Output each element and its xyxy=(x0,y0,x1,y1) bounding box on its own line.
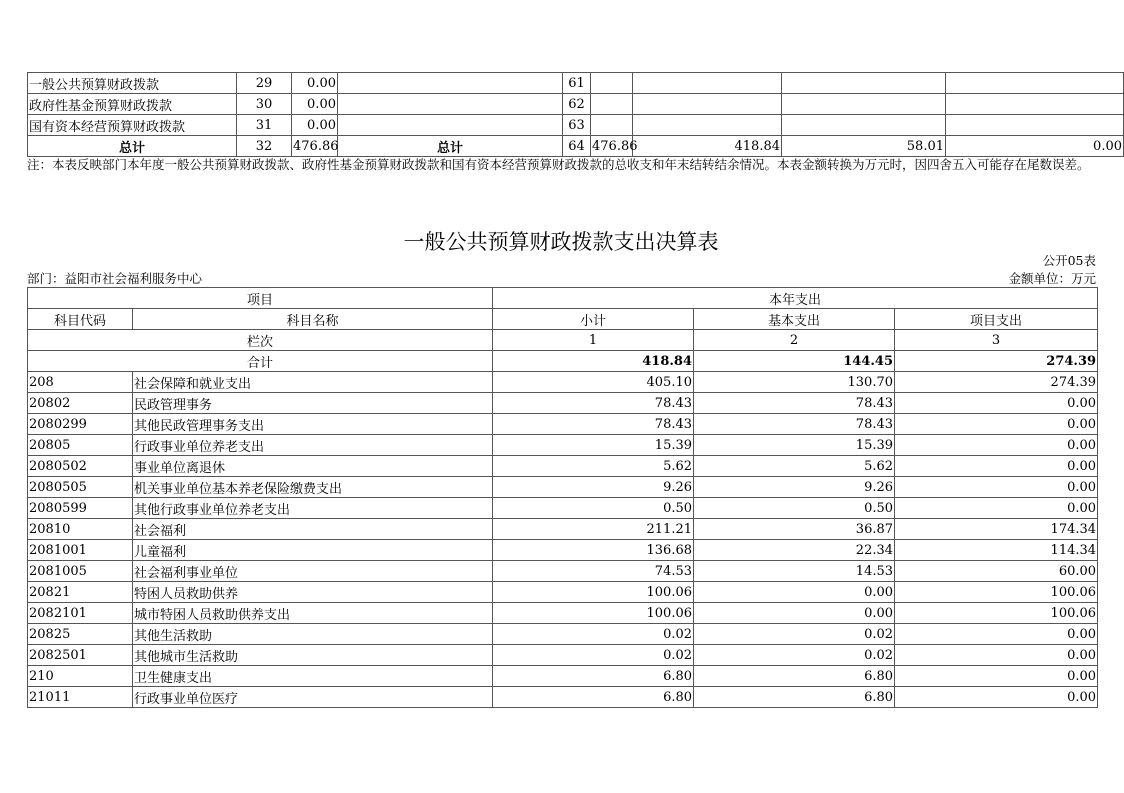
expense-line-no: 61 xyxy=(563,73,591,94)
income-line-no: 29 xyxy=(237,73,292,94)
basic-value: 78.43 xyxy=(694,414,895,435)
subtotal-value: 0.50 xyxy=(493,498,694,519)
subject-name: 行政事业单位医疗 xyxy=(133,687,493,708)
expenditure-table-body xyxy=(28,372,1098,708)
subject-name: 行政事业单位养老支出 xyxy=(133,435,493,456)
summary-total-col1: 418.84 xyxy=(633,136,782,157)
amount-unit-label: 金额单位：万元 xyxy=(1008,271,1096,286)
subject-code: 20825 xyxy=(28,624,133,645)
subject-name: 儿童福利 xyxy=(133,540,493,561)
subject-code: 20805 xyxy=(28,435,133,456)
subtotal-value: 6.80 xyxy=(493,687,694,708)
subject-code: 210 xyxy=(28,666,133,687)
page-title: 一般公共预算财政拨款支出决算表 xyxy=(403,230,719,254)
subtotal-value: 100.06 xyxy=(493,603,694,624)
header-row-1 xyxy=(28,288,1098,309)
header-col2: 2 xyxy=(694,330,895,351)
expense-col3 xyxy=(946,115,1124,136)
subtotal-value: 100.06 xyxy=(493,582,694,603)
income-item-name: 国有资本经营预算财政拨款 xyxy=(28,115,237,136)
table-row xyxy=(28,582,1098,603)
expense-line-no: 63 xyxy=(563,115,591,136)
header-row-3 xyxy=(28,330,1098,351)
table-row xyxy=(28,645,1098,666)
expense-amount xyxy=(591,94,633,115)
summary-total-row xyxy=(28,136,1124,157)
table-row xyxy=(28,540,1098,561)
project-value: 0.00 xyxy=(895,414,1098,435)
total-basic: 144.45 xyxy=(694,351,895,372)
basic-value: 0.02 xyxy=(694,624,895,645)
subtotal-value: 136.68 xyxy=(493,540,694,561)
summary-total-amount: 476.86 xyxy=(292,136,338,157)
basic-value: 5.62 xyxy=(694,456,895,477)
form-code: 公开05表 xyxy=(1042,253,1096,268)
expense-col1 xyxy=(633,94,782,115)
basic-value: 0.00 xyxy=(694,603,895,624)
project-value: 0.00 xyxy=(895,687,1098,708)
table-row xyxy=(28,603,1098,624)
expense-col3 xyxy=(946,94,1124,115)
project-value: 0.00 xyxy=(895,624,1098,645)
subject-name: 社会保障和就业支出 xyxy=(133,372,493,393)
project-value: 0.00 xyxy=(895,435,1098,456)
expenditure-table xyxy=(27,287,1098,708)
income-item-name: 一般公共预算财政拨款 xyxy=(28,73,237,94)
header-column-no: 栏次 xyxy=(28,330,493,351)
subject-code: 2082501 xyxy=(28,645,133,666)
expense-col2 xyxy=(782,115,946,136)
subject-name: 社会福利事业单位 xyxy=(133,561,493,582)
expense-item-name xyxy=(338,115,563,136)
subject-name: 社会福利 xyxy=(133,519,493,540)
table-row xyxy=(28,498,1098,519)
subtotal-value: 0.02 xyxy=(493,624,694,645)
subject-name: 机关事业单位基本养老保险缴费支出 xyxy=(133,477,493,498)
income-item-name: 政府性基金预算财政拨款 xyxy=(28,94,237,115)
basic-value: 78.43 xyxy=(694,393,895,414)
expense-amount xyxy=(591,73,633,94)
expense-amount xyxy=(591,115,633,136)
table-row xyxy=(28,687,1098,708)
summary-row xyxy=(28,94,1124,115)
project-value: 114.34 xyxy=(895,540,1098,561)
income-amount: 0.00 xyxy=(292,115,338,136)
basic-value: 130.70 xyxy=(694,372,895,393)
table-row xyxy=(28,414,1098,435)
table-note: 注：本表反映部门本年度一般公共预算财政拨款、政府性基金预算财政拨款和国有资本经营预算财政拨款的总收支和年末结转结余情况。本表金额转换为万元时，因四舍五入可能存在尾数误差。 xyxy=(27,157,1090,172)
summary-total-line: 32 xyxy=(237,136,292,157)
total-row xyxy=(28,351,1098,372)
expense-col1 xyxy=(633,115,782,136)
subject-code: 20802 xyxy=(28,393,133,414)
subtotal-value: 0.02 xyxy=(493,645,694,666)
header-col1: 1 xyxy=(493,330,694,351)
table-row xyxy=(28,393,1098,414)
summary-total-col3: 0.00 xyxy=(946,136,1124,157)
project-value: 0.00 xyxy=(895,645,1098,666)
subtotal-value: 9.26 xyxy=(493,477,694,498)
subtotal-value: 211.21 xyxy=(493,519,694,540)
summary-total-label: 总计 xyxy=(28,136,237,157)
header-code: 科目代码 xyxy=(28,309,133,330)
basic-value: 6.80 xyxy=(694,666,895,687)
table-row xyxy=(28,561,1098,582)
table-row xyxy=(28,456,1098,477)
header-col3: 3 xyxy=(895,330,1098,351)
subject-code: 2081001 xyxy=(28,540,133,561)
header-subtotal: 小计 xyxy=(493,309,694,330)
subtotal-value: 5.62 xyxy=(493,456,694,477)
project-value: 0.00 xyxy=(895,477,1098,498)
project-value: 174.34 xyxy=(895,519,1098,540)
subject-name: 特困人员救助供养 xyxy=(133,582,493,603)
subject-name: 其他行政事业单位养老支出 xyxy=(133,498,493,519)
subject-code: 2080502 xyxy=(28,456,133,477)
header-project-exp: 项目支出 xyxy=(895,309,1098,330)
project-value: 0.00 xyxy=(895,666,1098,687)
income-amount: 0.00 xyxy=(292,73,338,94)
subject-code: 2080599 xyxy=(28,498,133,519)
total-project: 274.39 xyxy=(895,351,1098,372)
subject-name: 民政管理事务 xyxy=(133,393,493,414)
table-row xyxy=(28,372,1098,393)
project-value: 0.00 xyxy=(895,393,1098,414)
expense-col1 xyxy=(633,73,782,94)
table-row xyxy=(28,519,1098,540)
project-value: 0.00 xyxy=(895,456,1098,477)
expense-line-no: 62 xyxy=(563,94,591,115)
subject-code: 2080505 xyxy=(28,477,133,498)
header-name: 科目名称 xyxy=(133,309,493,330)
project-value: 100.06 xyxy=(895,582,1098,603)
header-basic: 基本支出 xyxy=(694,309,895,330)
income-expense-summary-table xyxy=(27,72,1124,157)
subject-code: 2080299 xyxy=(28,414,133,435)
subtotal-value: 74.53 xyxy=(493,561,694,582)
table-row xyxy=(28,624,1098,645)
subject-code: 208 xyxy=(28,372,133,393)
table-row xyxy=(28,666,1098,687)
basic-value: 9.26 xyxy=(694,477,895,498)
subtotal-value: 15.39 xyxy=(493,435,694,456)
subtotal-value: 405.10 xyxy=(493,372,694,393)
subject-name: 其他城市生活救助 xyxy=(133,645,493,666)
subject-name: 其他生活救助 xyxy=(133,624,493,645)
total-label: 合计 xyxy=(28,351,493,372)
summary-row xyxy=(28,115,1124,136)
income-amount: 0.00 xyxy=(292,94,338,115)
project-value: 0.00 xyxy=(895,498,1098,519)
project-value: 274.39 xyxy=(895,372,1098,393)
summary-row xyxy=(28,73,1124,94)
expense-col2 xyxy=(782,73,946,94)
basic-value: 22.34 xyxy=(694,540,895,561)
subtotal-value: 78.43 xyxy=(493,414,694,435)
summary-total-right-amount: 476.86 xyxy=(591,136,633,157)
subject-code: 21011 xyxy=(28,687,133,708)
subject-name: 卫生健康支出 xyxy=(133,666,493,687)
basic-value: 6.80 xyxy=(694,687,895,708)
subject-code: 2081005 xyxy=(28,561,133,582)
subject-code: 2082101 xyxy=(28,603,133,624)
summary-total-col2: 58.01 xyxy=(782,136,946,157)
department-label: 部门：益阳市社会福利服务中心 xyxy=(27,271,203,286)
basic-value: 14.53 xyxy=(694,561,895,582)
summary-total-right-line: 64 xyxy=(563,136,591,157)
subject-name: 其他民政管理事务支出 xyxy=(133,414,493,435)
basic-value: 36.87 xyxy=(694,519,895,540)
expense-item-name xyxy=(338,94,563,115)
header-project: 项目 xyxy=(28,288,493,309)
header-current-year: 本年支出 xyxy=(493,288,1098,309)
basic-value: 15.39 xyxy=(694,435,895,456)
expense-col3 xyxy=(946,73,1124,94)
income-line-no: 31 xyxy=(237,115,292,136)
subtotal-value: 6.80 xyxy=(493,666,694,687)
table-row xyxy=(28,435,1098,456)
subtotal-value: 78.43 xyxy=(493,393,694,414)
basic-value: 0.02 xyxy=(694,645,895,666)
subject-name: 事业单位离退休 xyxy=(133,456,493,477)
basic-value: 0.00 xyxy=(694,582,895,603)
summary-total-right-label: 总计 xyxy=(338,136,563,157)
basic-value: 0.50 xyxy=(694,498,895,519)
expense-col2 xyxy=(782,94,946,115)
subject-name: 城市特困人员救助供养支出 xyxy=(133,603,493,624)
table-row xyxy=(28,477,1098,498)
summary-table-body xyxy=(28,73,1124,157)
project-value: 100.06 xyxy=(895,603,1098,624)
subject-code: 20821 xyxy=(28,582,133,603)
subject-code: 20810 xyxy=(28,519,133,540)
income-line-no: 30 xyxy=(237,94,292,115)
project-value: 60.00 xyxy=(895,561,1098,582)
header-row-2 xyxy=(28,309,1098,330)
expense-item-name xyxy=(338,73,563,94)
total-subtotal: 418.84 xyxy=(493,351,694,372)
